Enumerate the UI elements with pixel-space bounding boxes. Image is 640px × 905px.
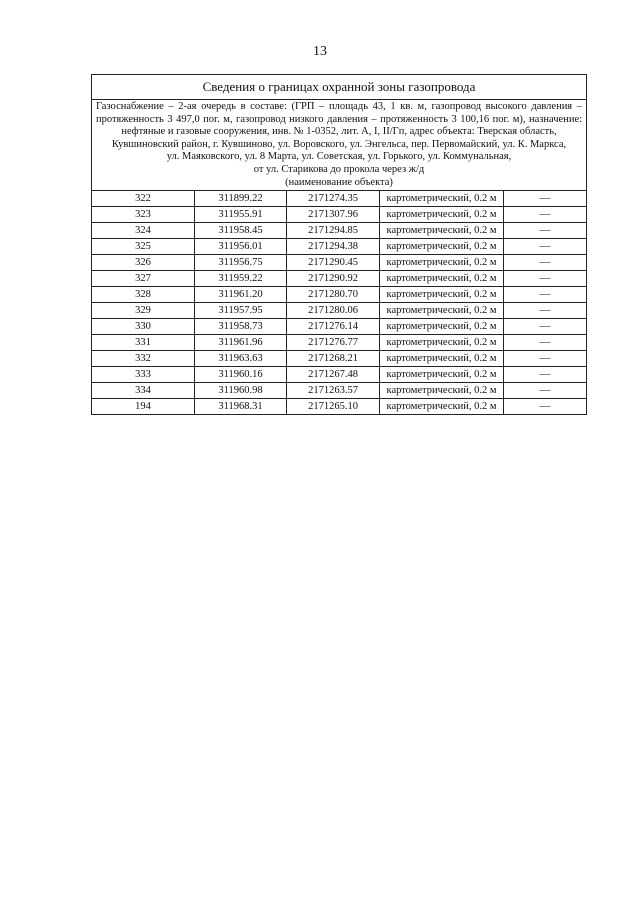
table-row [92,255,587,271]
note-cell: — [504,255,587,271]
table-title-row [92,75,587,100]
y-coordinate-cell: 2171276.14 [287,319,380,335]
point-number-cell: 325 [92,239,195,255]
method-accuracy-cell: картометрический, 0.2 м [380,271,504,287]
method-accuracy-cell: картометрический, 0.2 м [380,207,504,223]
y-coordinate-cell: 2171294.38 [287,239,380,255]
x-coordinate-cell: 311958.73 [195,319,287,335]
y-coordinate-cell: 2171265.10 [287,399,380,415]
point-number-cell: 323 [92,207,195,223]
method-accuracy-cell: картометрический, 0.2 м [380,223,504,239]
object-description-line: ул. Маяковского, ул. 8 Марта, ул. Советская, ул. Горького, ул. Коммунальная, [166,151,512,163]
point-number-cell: 324 [92,223,195,239]
object-description [92,100,587,191]
point-number-cell: 332 [92,351,195,367]
note-cell: — [504,271,587,287]
table-row [92,239,587,255]
y-coordinate-cell: 2171267.48 [287,367,380,383]
method-accuracy-cell: картометрический, 0.2 м [380,303,504,319]
point-number-cell: 329 [92,303,195,319]
object-description-line: протяженность 3 497,0 пог. м, газопровод низкого давления – протяженность 3 100,16 пог. м), назначение: [96,113,583,125]
table-row [92,223,587,239]
method-accuracy-cell: картометрический, 0.2 м [380,255,504,271]
y-coordinate-cell: 2171280.06 [287,303,380,319]
table-row [92,287,587,303]
table-row [92,191,587,207]
note-cell: — [504,399,587,415]
object-description-line: нефтяные и газовые сооружения, инв. № 1-0352, лит. А, I, II/Гп, адрес объекта: Тверская область, [121,126,557,138]
point-number-cell: 330 [92,319,195,335]
note-cell: — [504,207,587,223]
table-row [92,367,587,383]
method-accuracy-cell: картометрический, 0.2 м [380,351,504,367]
y-coordinate-cell: 2171276.77 [287,335,380,351]
table-row [92,335,587,351]
point-number-cell: 333 [92,367,195,383]
note-cell: — [504,303,587,319]
x-coordinate-cell: 311956.75 [195,255,287,271]
method-accuracy-cell: картометрический, 0.2 м [380,191,504,207]
object-description-line: Кувшиновский район, г. Кувшиново, ул. Воровского, ул. Энгельса, пер. Первомайский, ул. К. Маркса, [111,138,567,150]
table-title: Сведения о границах охранной зоны газопровода [92,75,587,100]
object-description-line: от ул. Старикова до прокола через ж/д [253,163,425,175]
table-row [92,319,587,335]
point-number-cell: 322 [92,191,195,207]
note-cell: — [504,351,587,367]
x-coordinate-cell: 311961.96 [195,335,287,351]
note-cell: — [504,287,587,303]
point-number-cell: 194 [92,399,195,415]
x-coordinate-cell: 311968.31 [195,399,287,415]
note-cell: — [504,239,587,255]
object-description-line: Газоснабжение – 2-ая очередь в составе: (ГРП – площадь 43, 1 кв. м, газопровод высокого давления – [96,101,583,112]
x-coordinate-cell: 311958.45 [195,223,287,239]
table-row [92,399,587,415]
point-number-cell: 334 [92,383,195,399]
x-coordinate-cell: 311960.16 [195,367,287,383]
x-coordinate-cell: 311960.98 [195,383,287,399]
y-coordinate-cell: 2171290.92 [287,271,380,287]
x-coordinate-cell: 311956.01 [195,239,287,255]
method-accuracy-cell: картометрический, 0.2 м [380,287,504,303]
x-coordinate-cell: 311961.20 [195,287,287,303]
method-accuracy-cell: картометрический, 0.2 м [380,239,504,255]
y-coordinate-cell: 2171290.45 [287,255,380,271]
table-row [92,383,587,399]
note-cell: — [504,383,587,399]
y-coordinate-cell: 2171294.85 [287,223,380,239]
point-number-cell: 331 [92,335,195,351]
object-description-row [92,100,587,191]
method-accuracy-cell: картометрический, 0.2 м [380,319,504,335]
note-cell: — [504,335,587,351]
note-cell: — [504,319,587,335]
y-coordinate-cell: 2171263.57 [287,383,380,399]
table-row [92,207,587,223]
table-row [92,271,587,287]
method-accuracy-cell: картометрический, 0.2 м [380,399,504,415]
x-coordinate-cell: 311963.63 [195,351,287,367]
x-coordinate-cell: 311959.22 [195,271,287,287]
table-row [92,303,587,319]
y-coordinate-cell: 2171274.35 [287,191,380,207]
point-number-cell: 327 [92,271,195,287]
point-number-cell: 326 [92,255,195,271]
note-cell: — [504,223,587,239]
x-coordinate-cell: 311955.91 [195,207,287,223]
y-coordinate-cell: 2171307.96 [287,207,380,223]
boundary-table [91,74,587,415]
point-number-cell: 328 [92,287,195,303]
method-accuracy-cell: картометрический, 0.2 м [380,367,504,383]
y-coordinate-cell: 2171280.70 [287,287,380,303]
table-row [92,351,587,367]
boundary-table-body [92,75,587,415]
page-number: 13 [313,44,327,59]
object-description-caption: (наименование объекта) [285,176,393,188]
method-accuracy-cell: картометрический, 0.2 м [380,383,504,399]
x-coordinate-cell: 311957.95 [195,303,287,319]
x-coordinate-cell: 311899.22 [195,191,287,207]
note-cell: — [504,367,587,383]
note-cell: — [504,191,587,207]
y-coordinate-cell: 2171268.21 [287,351,380,367]
method-accuracy-cell: картометрический, 0.2 м [380,335,504,351]
